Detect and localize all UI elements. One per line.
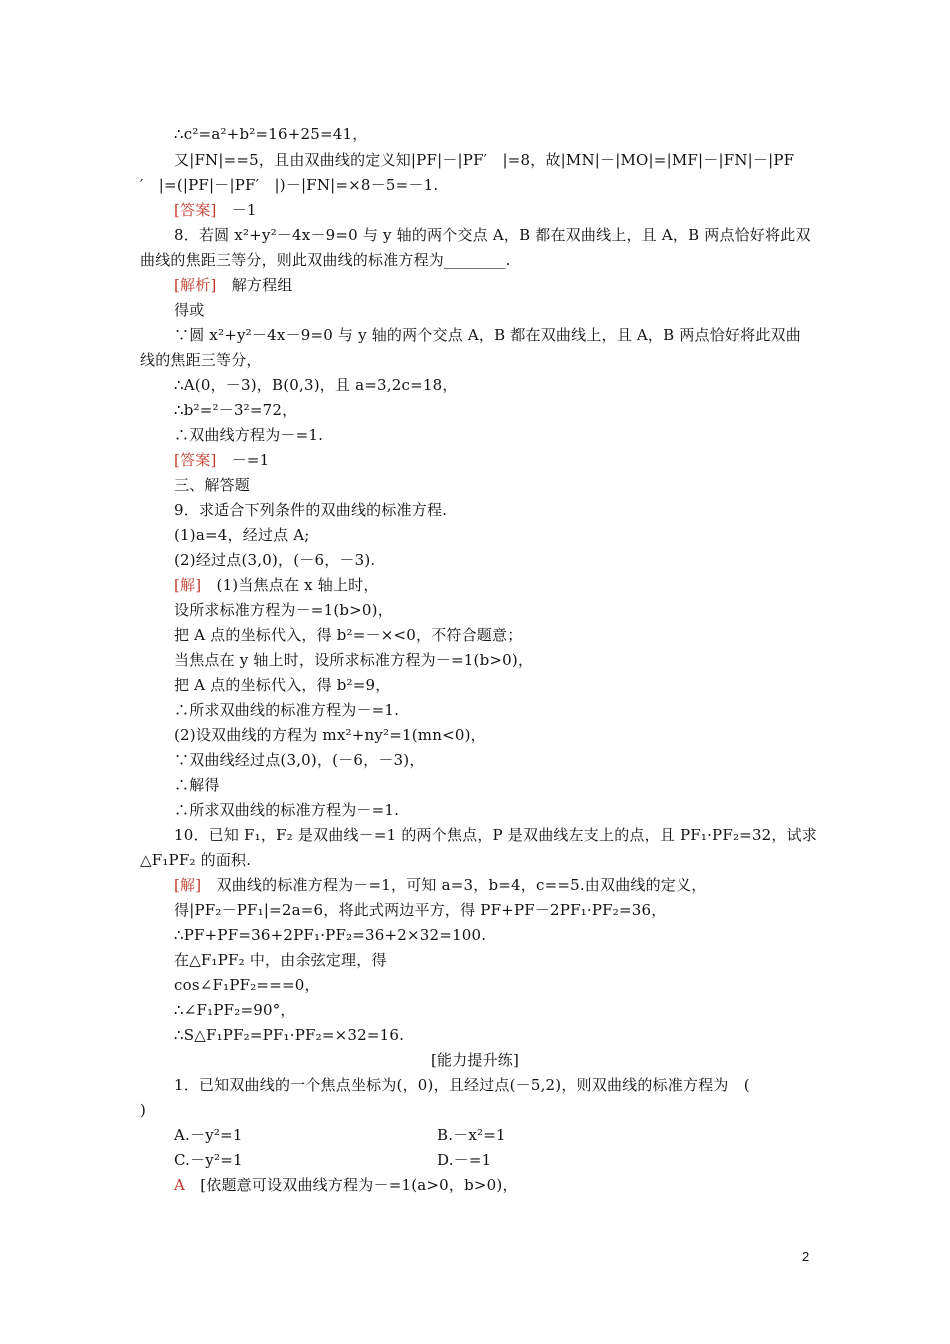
answer-line-7: [答案] －1 bbox=[174, 201, 257, 219]
solution-9-line-2: 设所求标准方程为－=1(b>0)， bbox=[174, 601, 393, 619]
solution-9-line-5: 把 A 点的坐标代入，得 b²=9， bbox=[174, 676, 391, 694]
solution-label: [解] bbox=[174, 576, 202, 594]
text-line-2: 又|FN|==5，且由双曲线的定义知|PF|－|PF′ |=8，故|MN|－|MO|=|MF|－|FN|－|PF bbox=[174, 151, 795, 169]
question-10-line-2: △F₁PF₂ 的面积. bbox=[140, 851, 252, 869]
solution-10-line-3: ∴PF+PF=36+2PF₁·PF₂=36+2×32=100. bbox=[174, 926, 487, 944]
answer-label: [答案] bbox=[174, 201, 217, 219]
question-10-line-1: 10．已知 F₁，F₂ 是双曲线－=1 的两个焦点，P 是双曲线左支上的点，且 PF₁·PF₂=32，试求 bbox=[174, 826, 818, 844]
solution-9-line-4: 当焦点在 y 轴上时，设所求标准方程为－=1(b>0)， bbox=[174, 651, 534, 669]
analysis-label: [解析] bbox=[174, 276, 217, 294]
solution-10-line-7: ∴S△F₁PF₂=PF₁·PF₂=×32=16. bbox=[174, 1026, 405, 1044]
solution-9-line-1: [解] (1)当焦点在 x 轴上时， bbox=[174, 576, 379, 594]
solution-10-line-1: [解] 双曲线的标准方程为－=1，可知 a=3，b=4，c==5.由双曲线的定义， bbox=[174, 876, 707, 894]
text-line-12: ∴b²=²－3²=72， bbox=[174, 401, 298, 419]
ability-answer-line: A [依题意可设双曲线方程为－=1(a>0，b>0)， bbox=[174, 1176, 518, 1194]
text-line-13: ∴双曲线方程为－=1. bbox=[174, 426, 324, 444]
question-8-line-1: 8．若圆 x²+y²－4x－9=0 与 y 轴的两个交点 A，B 都在双曲线上，且 A，B 两点恰好将此双 bbox=[174, 226, 811, 244]
text-line-8: 得或 bbox=[174, 301, 205, 319]
solution-10-line-4: 在△F₁PF₂ 中，由余弦定理，得 bbox=[174, 951, 387, 969]
option-a: A.－y²=1 bbox=[174, 1126, 243, 1144]
question-8-line-2: 曲线的焦距三等分，则此双曲线的标准方程为________. bbox=[140, 251, 511, 269]
solution-label: [解] bbox=[174, 876, 202, 894]
option-c: C.－y²=1 bbox=[174, 1151, 243, 1169]
solution-10-line-2: 得|PF₂－PF₁|=2a=6，将此式两边平方，得 PF+PF－2PF₁·PF₂=36， bbox=[174, 901, 667, 919]
answer-choice: A bbox=[174, 1176, 201, 1194]
solution-10-line-5: cos∠F₁PF₂===0， bbox=[174, 976, 320, 994]
question-9-part-1: (1)a=4，经过点 A; bbox=[174, 526, 310, 544]
solution-9-line-9: ∴解得 bbox=[174, 776, 220, 794]
ability-section-heading: [能力提升练] bbox=[430, 1051, 520, 1069]
text-line-11: ∴A(0，－3)，B(0,3)，且 a=3,2c=18， bbox=[174, 376, 458, 394]
text-line-10: 线的焦距三等分， bbox=[140, 351, 262, 369]
solution-9-line-3: 把 A 点的坐标代入，得 b²=－×<0，不符合题意； bbox=[174, 626, 523, 644]
option-d: D.－=1 bbox=[437, 1151, 492, 1169]
question-9-part-2: (2)经过点(3,0)，(－6，－3). bbox=[174, 551, 376, 569]
ability-question-1-line-2: ) bbox=[140, 1101, 147, 1119]
answer-line-8: [答案] －=1 bbox=[174, 451, 270, 469]
solution-9-line-8: ∵双曲线经过点(3,0)，(－6，－3)， bbox=[174, 751, 425, 769]
solution-10-line-6: ∴∠F₁PF₂=90°， bbox=[174, 1001, 296, 1019]
option-b: B.－x²=1 bbox=[437, 1126, 506, 1144]
page-number: 2 bbox=[802, 1249, 810, 1264]
solution-9-line-7: (2)设双曲线的方程为 mx²+ny²=1(mn<0)， bbox=[174, 726, 486, 744]
solution-9-line-6: ∴所求双曲线的标准方程为－=1. bbox=[174, 701, 400, 719]
text-line-3: ′ |=(|PF|－|PF′ |)－|FN|=×8－5=－1. bbox=[140, 176, 439, 194]
section-heading: 三、解答题 bbox=[174, 476, 251, 494]
question-9: 9．求适合下列条件的双曲线的标准方程. bbox=[174, 501, 448, 519]
text-line-1: ∴c²=a²+b²=16+25=41， bbox=[174, 125, 368, 143]
text-line-9: ∵圆 x²+y²－4x－9=0 与 y 轴的两个交点 A，B 都在双曲线上，且 A，B 两点恰好将此双曲 bbox=[174, 326, 801, 344]
solution-9-line-10: ∴所求双曲线的标准方程为－=1. bbox=[174, 801, 400, 819]
answer-label: [答案] bbox=[174, 451, 217, 469]
analysis-line: [解析] 解方程组 bbox=[174, 276, 293, 294]
ability-question-1-line-1: 1．已知双曲线的一个焦点坐标为(，0)，且经过点(－5,2)，则双曲线的标准方程为 ( bbox=[174, 1076, 750, 1094]
